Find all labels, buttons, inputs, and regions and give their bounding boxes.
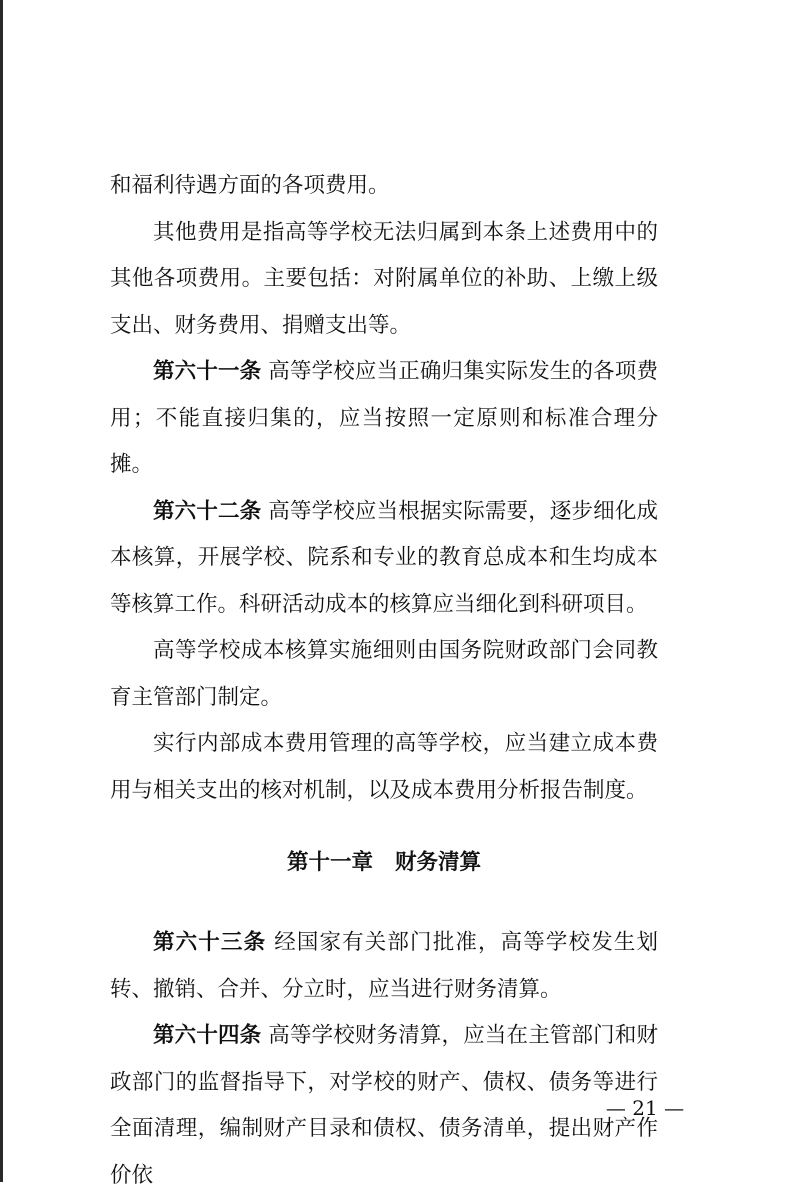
paragraph-welfare-costs bbox=[110, 163, 658, 210]
paragraph-text: 高等学校成本核算实施细则由国务院财政部门会同教育主管部门制定。 bbox=[110, 638, 658, 710]
article-text: 经国家有关部门批准，高等学校发生划转、撤销、合并、分立时，应当进行财务清算。 bbox=[110, 930, 658, 1002]
article-63 bbox=[110, 920, 658, 1013]
paragraph-text: 其他费用是指高等学校无法归属到本条上述费用中的其他各项费用。主要包括：对附属单位的补助、上缴上级支出、财务费用、捐赠支出等。 bbox=[110, 219, 658, 338]
paragraph-text: 和福利待遇方面的各项费用。 bbox=[110, 173, 390, 198]
article-number: 第六十三条 bbox=[153, 930, 267, 955]
paragraph-other-costs bbox=[110, 210, 658, 350]
article-text: 高等学校应当根据实际需要，逐步细化成本核算，开展学校、院系和专业的教育总成本和生均成本等核算工作。科研活动成本的核算应当细化到科研项目。 bbox=[110, 498, 658, 617]
chapter-number: 第十一章 bbox=[286, 850, 373, 875]
article-number: 第六十二条 bbox=[153, 498, 262, 524]
article-61 bbox=[110, 349, 658, 489]
article-number: 第六十一条 bbox=[153, 359, 262, 384]
article-64 bbox=[110, 1013, 658, 1199]
paragraph-text: 实行内部成本费用管理的高等学校，应当建立成本费用与相关支出的核对机制，以及成本费用分析报告制度。 bbox=[110, 731, 658, 803]
article-62 bbox=[110, 489, 658, 629]
page-number: — 21 — bbox=[605, 1096, 685, 1120]
article-number: 第六十四条 bbox=[153, 1023, 262, 1048]
paragraph-cost-rules bbox=[110, 628, 658, 721]
article-text: 高等学校应当正确归集实际发生的各项费用；不能直接归集的，应当按照一定原则和标准合理分摊。 bbox=[110, 359, 658, 477]
document-page bbox=[110, 163, 658, 1199]
chapter-heading bbox=[110, 840, 658, 886]
article-text: 高等学校财务清算，应当在主管部门和财政部门的监督指导下，对学校的财产、债权、债务等进行全面清理，编制财产目录和债权、债务清单，提出财产作价依 bbox=[110, 1023, 658, 1188]
scan-edge bbox=[0, 0, 3, 1182]
chapter-title: 财务清算 bbox=[395, 850, 482, 875]
paragraph-internal-cost bbox=[110, 721, 658, 814]
